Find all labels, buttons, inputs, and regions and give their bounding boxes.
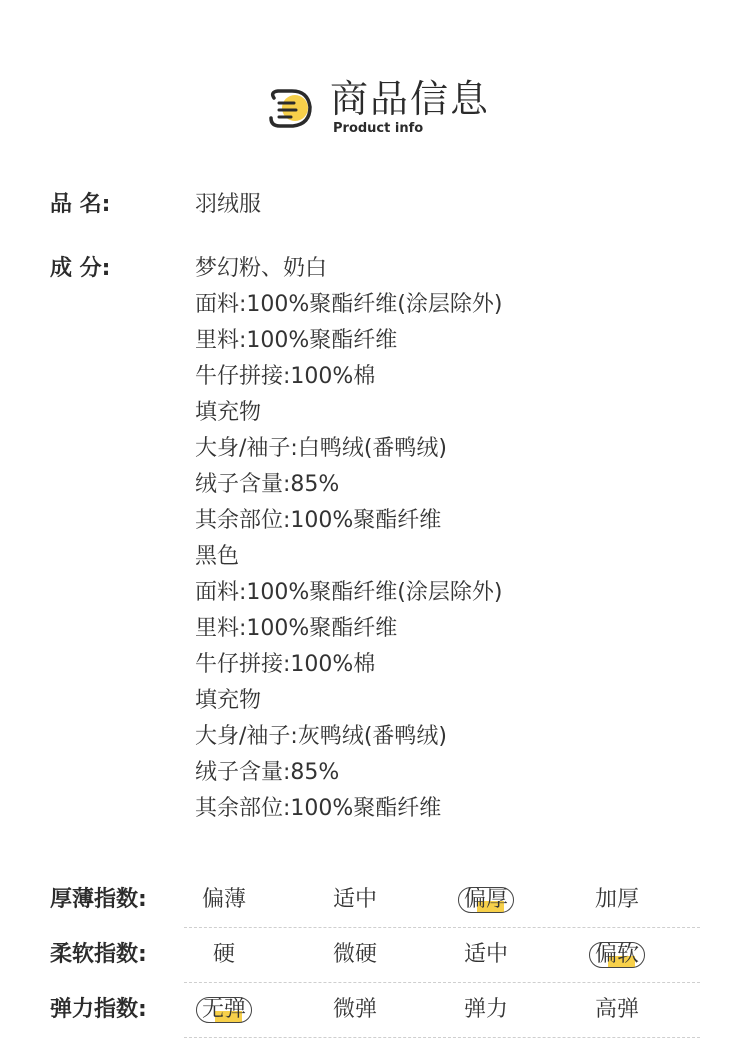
composition-line: 牛仔拼接:100%棉 <box>195 364 376 389</box>
composition-list <box>195 251 502 827</box>
page-subtitle: Product info <box>333 121 424 136</box>
dashed-divider <box>184 927 700 928</box>
composition-line: 梦幻粉、奶白 <box>195 256 328 281</box>
softness-option: 硬 <box>212 942 235 967</box>
thickness-option: 适中 <box>332 887 377 912</box>
document-lines-icon <box>266 86 316 132</box>
elasticity-option: 高弹 <box>594 997 639 1022</box>
composition-line: 黑色 <box>195 544 240 569</box>
name-value: 羽绒服 <box>195 192 262 217</box>
composition-line: 大身/袖子:灰鸭绒(番鸭绒) <box>195 724 447 749</box>
softness-index-row <box>0 936 750 976</box>
thickness-option: 加厚 <box>594 887 639 912</box>
composition-line: 里料:100%聚酯纤维 <box>195 616 398 641</box>
elasticity-option: 微弹 <box>332 997 377 1022</box>
dashed-divider <box>184 982 700 983</box>
page-title: 商品信息 <box>330 77 491 121</box>
thickness-option: 偏薄 <box>201 887 246 912</box>
softness-option: 微硬 <box>332 942 377 967</box>
composition-line: 里料:100%聚酯纤维 <box>195 328 398 353</box>
composition-line: 面料:100%聚酯纤维(涂层除外) <box>195 292 503 317</box>
composition-line: 面料:100%聚酯纤维(涂层除外) <box>195 580 503 605</box>
elasticity-option: 弹力 <box>463 997 508 1022</box>
elasticity-index-label: 弹力指数: <box>50 997 147 1022</box>
thickness-index-label: 厚薄指数: <box>50 887 147 912</box>
elasticity-option: 无弹 <box>158 991 290 1031</box>
composition-label: 成 分: <box>50 256 111 281</box>
name-label: 品 名: <box>50 192 111 217</box>
softness-index-label: 柔软指数: <box>50 942 147 967</box>
elasticity-index-row <box>0 991 750 1031</box>
thickness-index-row <box>0 881 750 921</box>
composition-line: 填充物 <box>195 688 262 713</box>
composition-line: 绒子含量:85% <box>195 472 340 497</box>
product-info-header <box>0 72 750 142</box>
composition-line: 其余部位:100%聚酯纤维 <box>195 508 442 533</box>
softness-option: 偏软 <box>551 936 683 976</box>
softness-option: 适中 <box>463 942 508 967</box>
composition-line: 牛仔拼接:100%棉 <box>195 652 376 677</box>
thickness-option: 偏厚 <box>420 881 552 921</box>
composition-line: 绒子含量:85% <box>195 760 340 785</box>
composition-line: 其余部位:100%聚酯纤维 <box>195 796 442 821</box>
composition-line: 填充物 <box>195 400 262 425</box>
composition-line: 大身/袖子:白鸭绒(番鸭绒) <box>195 436 447 461</box>
